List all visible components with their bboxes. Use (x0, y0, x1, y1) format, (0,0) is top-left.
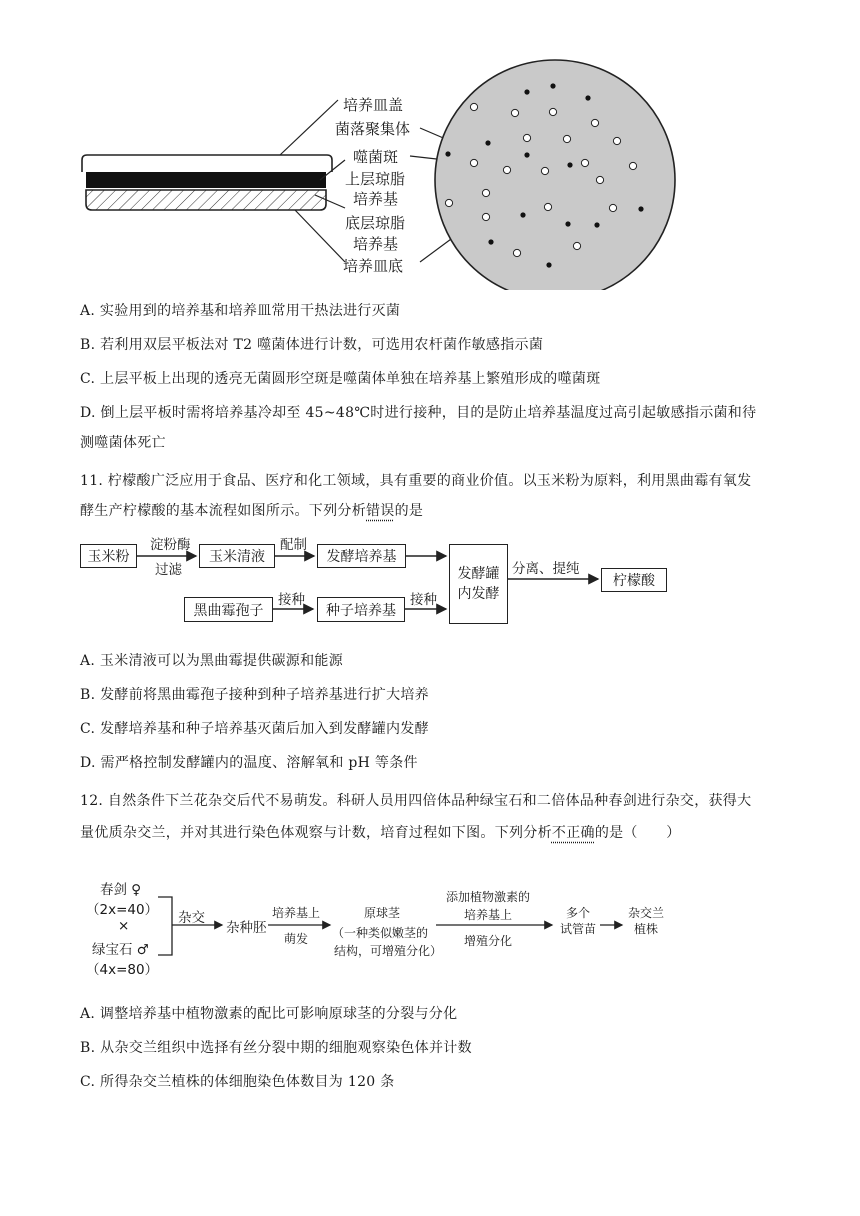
q12-stem-line2: 量优质杂交兰，并对其进行染色体观察与计数，培育过程如下图。下列分析不正确的是（ ） (80, 825, 681, 841)
hybrid-plant-2: 植株 (634, 922, 659, 936)
plaque-spot (549, 108, 556, 115)
colony-spot (638, 206, 643, 211)
q11-option-c: C. 发酵培养基和种子培养基灭菌后加入到发酵罐内发酵 (80, 721, 429, 737)
colony-spot (485, 140, 490, 145)
q11-stem-line2: 酵生产柠檬酸的基本流程如图所示。下列分析错误的是 (80, 503, 424, 519)
label-medium: 培养基上 (272, 906, 321, 920)
plaque-spot (541, 167, 548, 174)
plate-diagram (0, 0, 860, 290)
box-corn-powder: 玉米粉 (80, 544, 137, 568)
plaque-spot (563, 135, 570, 142)
label-colony: 菌落聚集体 (335, 120, 411, 138)
q12-option-c: C. 所得杂交兰植株的体细胞染色体数目为 120 条 (80, 1074, 395, 1090)
q11-option-b: B. 发酵前将黑曲霉孢子接种到种子培养基进行扩大培养 (80, 687, 429, 703)
q12-option-a: A. 调整培养基中植物激素的配比可影响原球茎的分裂与分化 (80, 1006, 458, 1022)
protocorm-note-2: 结构，可增殖分化） (334, 944, 443, 958)
hybrid-plant-1: 杂交兰 (628, 906, 665, 920)
label-bottom-agar-1: 底层琼脂 (345, 214, 406, 232)
parent-female: 春剑 ♀ (100, 882, 142, 898)
colony-spot (524, 89, 529, 94)
label-bottom-agar-2: 培养基 (353, 235, 399, 253)
q12-option-b: B. 从杂交兰组织中选择有丝分裂中期的细胞观察染色体并计数 (80, 1040, 472, 1056)
box-ferment-medium: 发酵培养基 (317, 544, 406, 568)
q10-option-c: C. 上层平板上出现的透亮无菌圆形空斑是噬菌体单独在培养基上繁殖形成的噬菌斑 (80, 371, 601, 387)
box-seed-medium: 种子培养基 (317, 597, 405, 622)
colony-spot (550, 83, 555, 88)
q10-option-d-line2: 测噬菌体死亡 (80, 435, 166, 451)
plaque-spot (613, 137, 620, 144)
protocorm: 原球茎 (364, 906, 401, 920)
q10-option-a: A. 实验用到的培养基和培养皿常用干热法进行灭菌 (80, 303, 401, 319)
plate-top-view (435, 60, 675, 290)
plaque-spot (581, 159, 588, 166)
label-inoculate-2: 接种 (410, 592, 437, 608)
plaque-spot (482, 213, 489, 220)
label-dish-base: 培养皿底 (343, 257, 404, 275)
top-agar-layer (86, 172, 326, 188)
label-amylase: 淀粉酶 (150, 537, 191, 553)
plaque-spot (544, 203, 551, 210)
label-top-agar-2: 培养基 (353, 190, 399, 208)
plaque-spot (503, 166, 510, 173)
label-filter: 过滤 (155, 562, 182, 578)
hybrid-embryo: 杂种胚 (226, 920, 267, 936)
plaque-spot (609, 204, 616, 211)
q12-emphasis: 不正确 (551, 825, 595, 841)
plaque-spot (523, 134, 530, 141)
test-tube-2: 试管苗 (560, 922, 597, 936)
plaque-spot (573, 242, 580, 249)
colony-spot (520, 212, 525, 217)
parent-male: 绿宝石 ♂ (92, 942, 149, 958)
colony-spot (524, 152, 529, 157)
label-germinate: 萌发 (284, 932, 309, 946)
label-plaque: 噬菌斑 (353, 148, 399, 166)
colony-spot (546, 262, 551, 267)
label-prepare: 配制 (280, 537, 307, 553)
plaque-spot (629, 162, 636, 169)
q11-stem-line1: 11. 柠檬酸广泛应用于食品、医疗和化工领域，具有重要的商业价值。以玉米粉为原料，利用黑曲霉有氧发 (80, 473, 752, 489)
colony-spot (445, 151, 450, 156)
colony-spot (488, 239, 493, 244)
protocorm-note-1: （一种类似嫩茎的 (332, 926, 429, 940)
plaque-spot (511, 109, 518, 116)
box-spores: 黑曲霉孢子 (184, 597, 273, 622)
q11-option-d: D. 需严格控制发酵罐内的温度、溶解氧和 pH 等条件 (80, 755, 418, 771)
colony-spot (567, 162, 572, 167)
colony-spot (585, 95, 590, 100)
label-top-agar-1: 上层琼脂 (345, 170, 406, 188)
label-hormone-2: 培养基上 (464, 908, 513, 922)
q10-option-b: B. 若利用双层平板法对 T2 噬菌体进行计数，可选用农杆菌作敏感指示菌 (80, 337, 544, 353)
cross-symbol: × (118, 918, 130, 934)
label-hormone-1: 添加植物激素的 (446, 890, 531, 904)
bottom-agar-layer (86, 190, 326, 210)
plaque-spot (482, 189, 489, 196)
label-inoculate-1: 接种 (278, 592, 305, 608)
q10-option-d-line1: D. 倒上层平板时需将培养基冷却至 45~48℃时进行接种，目的是防止培养基温度过高引起敏感指示菌和待 (80, 405, 757, 421)
parent-male-chromosomes: （4x=80） (86, 962, 159, 978)
plaque-spot (445, 199, 452, 206)
box-ferment-tank: 发酵罐 内发酵 (449, 544, 508, 624)
colony-spot (594, 222, 599, 227)
plaque-spot (470, 103, 477, 110)
dish-lid (82, 155, 332, 172)
plaque-spot (513, 249, 520, 256)
label-proliferate: 增殖分化 (464, 934, 513, 948)
label-hybridize: 杂交 (178, 910, 205, 926)
box-citric-acid: 柠檬酸 (601, 568, 667, 592)
parent-female-chromosomes: （2x=40） (86, 902, 159, 918)
plaque-spot (591, 119, 598, 126)
test-tube-1: 多个 (566, 906, 591, 920)
plaque-spot (470, 159, 477, 166)
label-lid: 培养皿盖 (343, 96, 404, 114)
q11-emphasis: 错误 (366, 503, 395, 519)
label-separate: 分离、提纯 (512, 561, 580, 577)
colony-spot (565, 221, 570, 226)
plaque-spot (596, 176, 603, 183)
q11-option-a: A. 玉米清液可以为黑曲霉提供碳源和能源 (80, 653, 344, 669)
q12-stem-line1: 12. 自然条件下兰花杂交后代不易萌发。科研人员用四倍体品种绿宝石和二倍体品种春剑进行杂交，获得大 (80, 793, 752, 809)
box-corn-liquid: 玉米清液 (199, 544, 275, 568)
